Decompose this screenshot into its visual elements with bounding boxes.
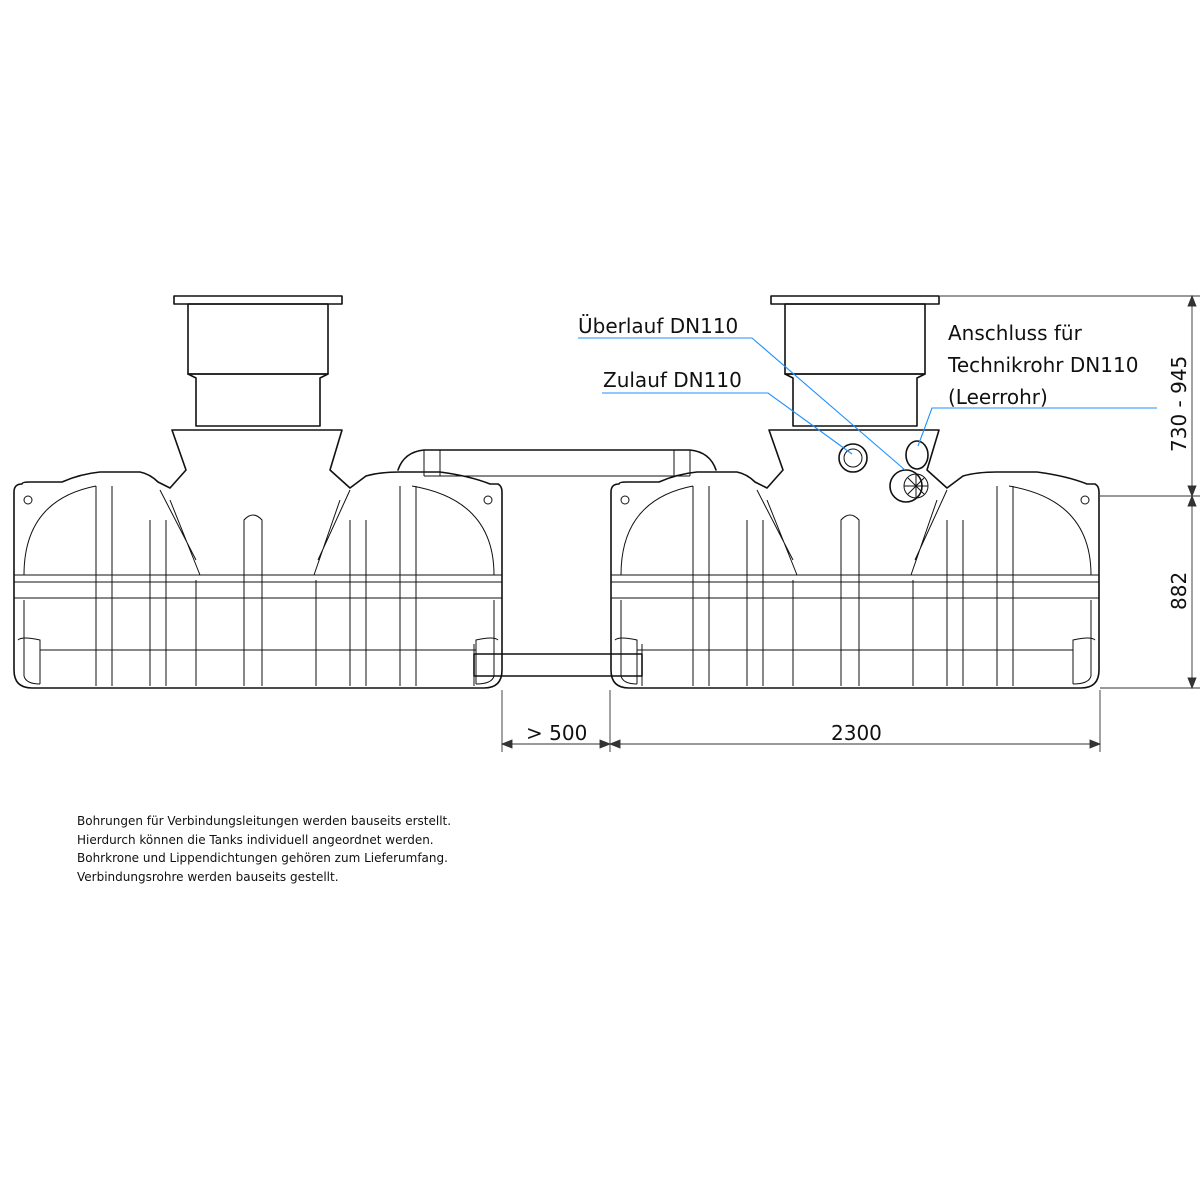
spacing-dimension: > 500 (526, 721, 588, 745)
note-line: Bohrungen für Verbindungsleitungen werden bauseits erstellt. (77, 814, 452, 828)
conduit-label-line3: (Leerrohr) (948, 385, 1048, 409)
conduit-label-line2: Technikrohr DN110 (948, 353, 1139, 377)
tank-length-dimension: 2300 (831, 721, 882, 745)
conduit-label-line1: Anschluss für (948, 321, 1082, 345)
dome-height-dimension: 730 - 945 (1167, 355, 1191, 452)
note-line: Hierdurch können die Tanks individuell angeordnet werden. (77, 832, 434, 847)
overflow-label: Überlauf DN110 (578, 314, 739, 338)
tank-height-dimension: 882 (1167, 571, 1191, 610)
inlet-label: Zulauf DN110 (603, 368, 742, 392)
note-line: Verbindungsrohre werden bauseits gestellt. (77, 869, 339, 884)
installation-notes (77, 812, 637, 886)
note-line: Bohrkrone und Lippendichtungen gehören zum Lieferumfang. (77, 851, 448, 865)
